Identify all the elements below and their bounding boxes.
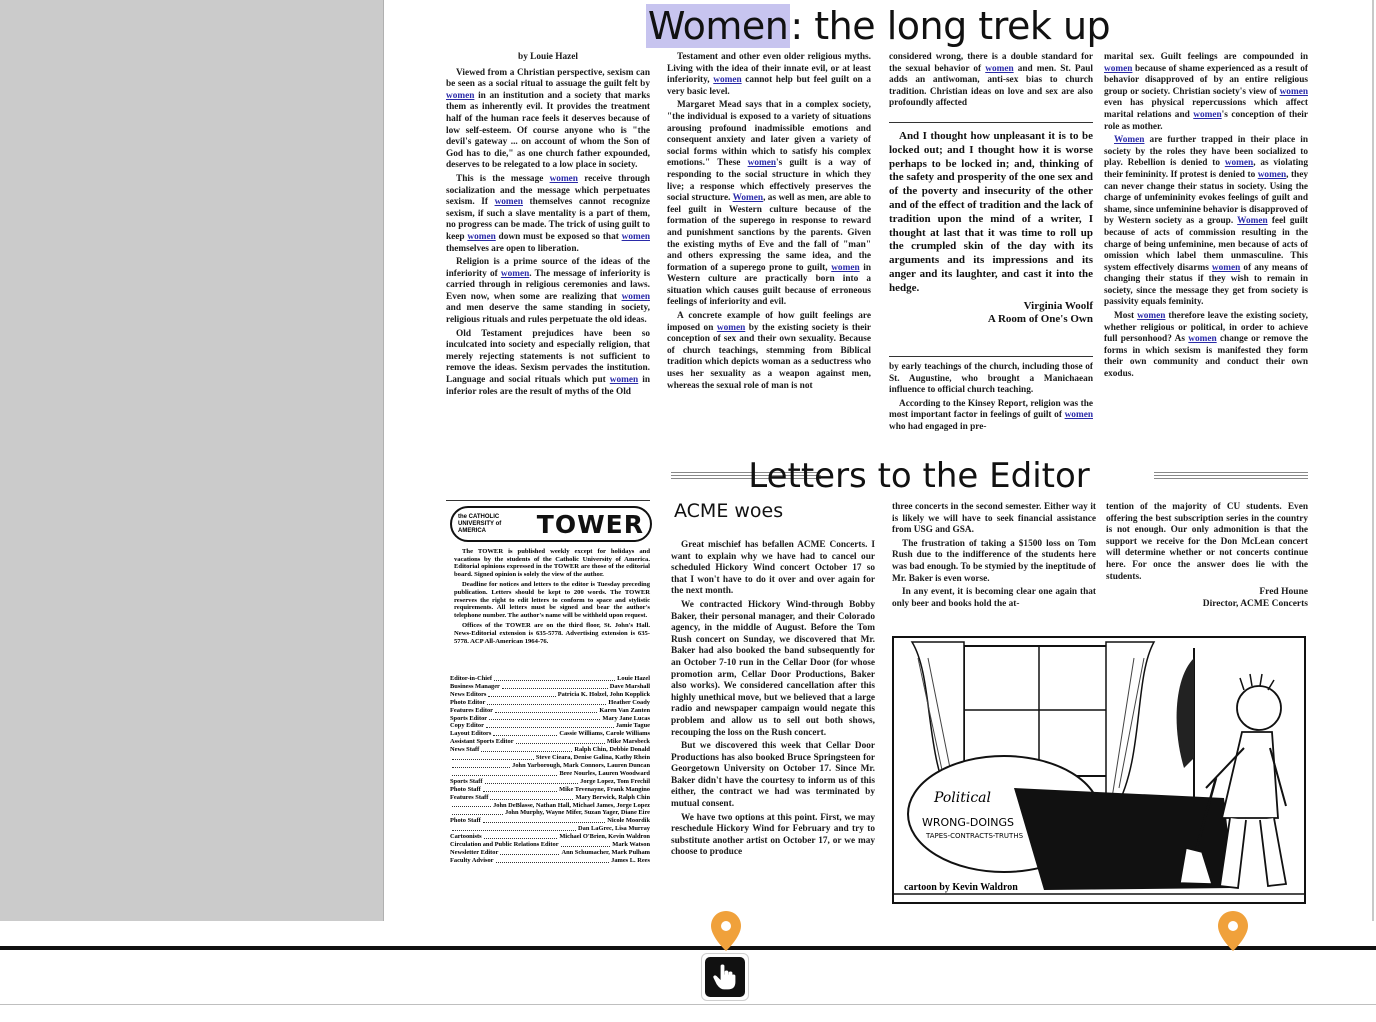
staff-row — [450, 833, 650, 841]
quote-divider-bottom — [889, 356, 1093, 357]
hand-pointer-icon — [705, 957, 745, 997]
page-timeline-bar — [0, 921, 1376, 1022]
article-column-2 — [667, 52, 871, 448]
article-column-4 — [1104, 52, 1308, 448]
location-pin-icon[interactable] — [1216, 909, 1250, 953]
staff-row — [450, 778, 650, 786]
leader-dots — [485, 778, 579, 784]
staff-row — [450, 715, 650, 723]
staff-role: Newsletter Editor — [450, 848, 499, 856]
search-highlight[interactable]: Women — [647, 4, 789, 48]
cartoon-caption: cartoon by Kevin Waldron — [904, 882, 1018, 893]
staff-row — [450, 786, 650, 794]
letter-signer: Fred Houne — [1259, 587, 1308, 598]
policy-paragraph: Offices of the TOWER are on the third floor, St. John's Hall. News-Editorial extension is 635-5778. Advertising extension is 635-5778. ACP All-American 1964-76. — [454, 622, 650, 645]
staff-name: Cassie Williams, Carole Williams — [559, 730, 650, 738]
search-hit[interactable]: women — [1257, 169, 1287, 180]
leader-dots — [490, 794, 573, 800]
staff-name: Louie Hazel — [617, 675, 650, 682]
search-hit[interactable]: women — [831, 262, 860, 273]
letter-column-2 — [892, 502, 1096, 626]
leader-dots — [495, 707, 597, 713]
article-paragraph: Old Testament prejudices have been so inculcated into society and especially religion, that merely rejecting statements is not sufficient to remove the ideas. Sexism pervades the institution. Language and social rituals which put women in inferior roles are the result of myths of the Old — [446, 328, 650, 397]
staff-name: Patricia K. Holzel, John Kopplick — [557, 690, 650, 698]
article-paragraph: Women are further trapped in their place in society by the roles they have been socialized to play. Rebellion is denied to women, as violating their femininity. If protest is denied to women, they can never change their status in society. Using the charge of unfemininity evokes feelings of guilt and shame, since unfeminine behavior is disapproved of by Western society as a group. Women feel guilt because of acts of commission resulting in the charge of being unfeminine, men because of acts of omission which label them unmasculine. This system effectively disarms women of any means of changing their status if they wish to remain in society, since the message they get from society is passivity equals feminity. — [1104, 135, 1308, 308]
document-page[interactable] — [384, 0, 1374, 921]
staff-row — [450, 857, 650, 865]
policy-paragraph: Deadline for notices and letters to the editor is Tuesday preceding publication. Letters should be kept to 200 words. The TOWER reserves the right to edit letters to conform to space and stylistic requirements. All letters must be signed and bear the author's telephone number. The author's name will be withheld upon request. — [454, 581, 650, 619]
leader-dots — [496, 857, 610, 863]
leader-dots — [487, 699, 606, 705]
staff-name: Mark Watson — [612, 841, 650, 849]
leader-dots — [481, 746, 572, 752]
letter-signer-title: Director, ACME Concerts — [1202, 598, 1308, 609]
staff-role: Features Editor — [450, 706, 494, 714]
rock-text-political: Political — [934, 790, 992, 806]
staff-role: Cartoonists — [450, 833, 482, 841]
leader-dots — [452, 762, 510, 768]
masthead-policy — [454, 548, 650, 648]
letter-headline: ACME woes — [674, 500, 784, 522]
rock-text-wrongdoings: WRONG-DOINGS — [922, 816, 1015, 829]
article-paragraph: by early teachings of the church, including those of St. Augustine, who brought a Manichaean influence to official church teaching. — [889, 362, 1093, 396]
search-hit[interactable]: women — [609, 375, 639, 386]
staff-name: Bree Nourles, Lauren Woodward — [559, 769, 650, 777]
article-paragraph: Religion is a prime source of the ideas of the inferiority of women. The message of inferiority is carried through in religious ceremonies and laws. Even now, when some are realizing that women and men deserve the same standing in society, religious rituals and rules perpetuate the old ideas. — [446, 257, 650, 326]
staff-role: Photo Staff — [450, 817, 481, 825]
leader-dots — [500, 849, 559, 855]
search-hit[interactable]: women — [467, 231, 496, 242]
leader-dots — [452, 825, 576, 831]
search-hit[interactable]: women — [494, 197, 523, 208]
staff-row — [450, 683, 650, 691]
staff-row — [450, 817, 650, 825]
staff-row — [450, 770, 650, 778]
search-hit[interactable]: women — [621, 291, 650, 302]
leader-dots — [494, 675, 615, 681]
leader-dots — [452, 770, 557, 776]
search-hit[interactable]: women — [747, 158, 777, 169]
staff-name: Heather Coady — [608, 698, 650, 706]
location-pin-icon[interactable] — [709, 909, 743, 953]
letter-paragraph: But we discovered this week that Cellar Door Productions has also booked Bruce Springsteen for Georgetown University on October 17. Since Mr. Baker didn't have the courtesy to inform us of this either, the contract we had was terminated by mutual consent. — [671, 741, 875, 810]
search-hit[interactable]: Women — [1237, 216, 1268, 227]
letter-column-1 — [671, 540, 875, 908]
staff-row — [450, 762, 650, 770]
pull-quote — [889, 130, 1093, 348]
staff-name: John Murphy, Wayne Mifer, Suzan Yager, Diane Eire — [505, 809, 650, 817]
policy-paragraph: The TOWER is published weekly except for holidays and vacations by the students of the Catholic University of America. Editorial opinions expressed in the TOWER are those of the editorial board. Signed opinion is solely the view of the author. — [454, 548, 650, 578]
staff-role: Copy Editor — [450, 722, 484, 730]
search-hit[interactable]: women — [713, 75, 742, 86]
search-hit[interactable]: women — [1224, 158, 1254, 169]
staff-row — [450, 754, 650, 762]
search-hit[interactable]: women — [1137, 311, 1166, 322]
letter-paragraph: We have two options at this point. First, we may reschedule Hickory Wind for February and try to substitute another artist on October 17, or we may choose to produce — [671, 812, 875, 858]
staff-role: Business Manager — [450, 682, 500, 690]
staff-row — [450, 825, 650, 833]
leader-dots — [483, 817, 606, 823]
article-byline: by Louie Hazel — [518, 52, 578, 62]
staff-row — [450, 675, 650, 683]
article-column-3-top — [889, 52, 1093, 114]
masthead-university: the CATHOLIC UNIVERSITY of AMERICA — [458, 513, 502, 534]
staff-row — [450, 841, 650, 849]
search-hit[interactable]: women — [1104, 63, 1133, 74]
staff-row — [450, 849, 650, 857]
headline-rest: : the long trek up — [790, 4, 1111, 48]
timeline-track[interactable] — [0, 946, 1376, 950]
staff-name: Jorge Lopez, Tom Frechil — [580, 777, 650, 785]
article-paragraph: Testament and other even older religious myths. Living with the idea of their innate evil, or at least inferiority, women cannot help but feel guilt on a very basic level. — [667, 52, 871, 97]
leader-dots — [452, 802, 491, 808]
staff-name: Dan LaGrec, Lisa Murray — [578, 825, 650, 833]
leader-dots — [502, 683, 608, 689]
letter-paragraph: The frustration of taking a $1500 loss on Tom Rush due to the indifference of the students here was bad enough. To be stymied by the ineptitude of Mr. Baker is even worse. — [892, 538, 1096, 584]
staff-name: Mike Marsbeck — [606, 738, 650, 746]
staff-role: News Editors — [450, 690, 487, 698]
search-hit[interactable]: women — [1193, 109, 1222, 120]
sidebar-panel — [0, 0, 384, 921]
quote-text: And I thought how unpleasant it is to be locked out; and I thought how it is worse perhaps to be locked in; and, thinking of the safety and prosperity of the one sex and of the poverty and insecurity of the other and of the effect of tradition and the lack of tradition upon the mind of a writer, I thought at last that it was time to roll up the crumpled skin of the day with its arguments and its impressions and its anger and its laughter, and cast it into the hedge. — [889, 130, 1093, 294]
staff-role: News Staff — [450, 746, 480, 754]
staff-row — [450, 738, 650, 746]
staff-name: Nicole Moordik — [607, 817, 650, 825]
search-hit[interactable]: women — [500, 268, 530, 279]
quote-divider-top — [889, 122, 1093, 123]
staff-row — [450, 802, 650, 810]
leader-dots — [486, 722, 614, 728]
quote-source: A Room of One's Own — [987, 313, 1093, 326]
staff-role: Assistant Sports Editor — [450, 738, 514, 746]
cartoon-drawing — [894, 638, 1304, 902]
staff-name: John Yarborough, Mark Connors, Lauren Duncan — [512, 761, 650, 769]
staff-name: James L. Rees — [611, 856, 650, 864]
staff-name: Steve Cieara, Denise Galina, Kathy Rhein — [535, 754, 650, 762]
leader-dots — [452, 754, 534, 760]
article-paragraph: This is the message women receive through socialization and the message which perpetuates sexism. If women themselves cannot recognize sexism, if such a slave mentality is a part of them, no progress can be made. The trick of using guilt to keep women down must be exposed so that women themselves are open to liberation. — [446, 173, 650, 254]
staff-name: Dave Marshall — [609, 682, 650, 690]
column-divider — [446, 500, 650, 501]
staff-role: Circulation and Public Relations Editor — [450, 841, 559, 849]
article-paragraph: Viewed from a Christian perspective, sexism can be seen as a social ritual to assuage the guilt felt by women in an institution and a society that marks them as inherently evil. It provides the treatment half of the human race feels it deserves because of low self-esteem. Of course anyone who is "the devil's gateway ... on account of whom the Son of God has to die," as one church father expounded, deserves to be relegated to a low place in society. — [446, 67, 650, 171]
letter-paragraph: We contracted Hickory Wind-through Bobby Baker, their personal manager, and their Colorado agency, in the middle of August. Before the Tom Rush concert on Sunday, we discovered that Mr. Baker had also booked the band subsequently for an October 7-10 run in the Cellar Door (for whose promotion arm, Cellar Door Productions, Baker also works). We considered cancellation after this highly unethical move, but we believed that a large radio and newspaper campaign would negate this problem and allow us to sell out both shows, recouping the loss on the Rush concert. — [671, 599, 875, 738]
staff-row — [450, 722, 650, 730]
article-paragraph: According to the Kinsey Report, religion was the most important factor in feelings of guilt of women who had engaged in pre- — [889, 398, 1093, 432]
masthead-title: TOWER — [536, 509, 644, 539]
article-column-1 — [446, 52, 650, 496]
title-rule-right — [1154, 470, 1308, 479]
leader-dots — [484, 833, 558, 839]
staff-list — [450, 675, 650, 865]
staff-role: Layout Editors — [450, 730, 492, 738]
tower-masthead — [450, 506, 652, 542]
search-hit[interactable]: women — [716, 322, 746, 333]
hand-tool-button[interactable] — [701, 953, 749, 1001]
staff-role: Features Staff — [450, 793, 489, 801]
article-paragraph: Margaret Mead says that in a complex society, "the individual is exposed to a variety of situations arousing profound inadmissible emotions and consequent anxiety and later given a variety of social forms within which to satisfy his complex emotions." These women's guilt is a way of responding to the social structure in which they live; a response which effectively preserves the social structure. Women, as well as men, are able to feel guilt in Western culture because of the formation of the superego in response to reward and punishment sanctions by the parents. Given the existing myths of Eve and the fall of "man" and others expressing the same idea, and the formation of a superego prone to guilt, women in Western culture are practically born into a situation which causes guilt because of erroneous feelings of inferiority and evil. — [667, 100, 871, 308]
staff-row — [450, 809, 650, 817]
search-hit[interactable]: Women — [1114, 135, 1145, 146]
article-paragraph: Most women therefore leave the existing society, whether religious or political, in order to achieve full personhood? As women change or remove the forms in which sexism is manifested they form their own community and conduct their own exodus. — [1104, 311, 1308, 380]
staff-name: Jamie Tague — [615, 722, 650, 730]
article-paragraph: A concrete example of how guilt feelings are imposed on women by the existing society is their conception of sex and their own sexuality. Because of church teachings, stemming from Biblical tradition which depicts woman as a seductress who uses her sexuality as a weapon against men, whereas the sexual role of man is not — [667, 311, 871, 391]
staff-role: Faculty Advisor — [450, 856, 494, 864]
staff-name: Michael O'Brien, Kevin Waldron — [559, 833, 650, 841]
staff-row — [450, 730, 650, 738]
rock-text-tapes: TAPES-CONTRACTS-TRUTHS — [926, 832, 1024, 840]
leader-dots — [561, 841, 611, 847]
letters-title: Letters to the Editor — [748, 456, 1090, 496]
staff-role: Editor-in-Chief — [450, 675, 493, 682]
staff-row — [450, 691, 650, 699]
staff-role: Sports Staff — [450, 777, 483, 785]
search-hit[interactable]: women — [1064, 410, 1093, 421]
leader-dots — [488, 691, 555, 697]
staff-name: Mary Berwick, Ralph Chin — [575, 793, 650, 801]
editorial-cartoon — [892, 636, 1306, 904]
search-hit[interactable]: women — [549, 173, 578, 184]
staff-name: John DeBlasse, Nathan Hall, Michael James, Jorge Lopez — [493, 801, 650, 809]
letter-paragraph: tention of the majority of CU students. Even offering the best subscription series in the country is not enough. Our only admonition is that the support we receive for the Don McLean concert will determine whether or not concerts continue here. For once the answer does lie with the students. — [1106, 502, 1308, 582]
search-hit[interactable]: women — [1279, 86, 1308, 97]
staff-role: Sports Editor — [450, 714, 488, 722]
search-hit[interactable]: women — [1188, 334, 1217, 345]
staff-name: Karen Van Zanten — [599, 706, 650, 714]
article-paragraph: considered wrong, there is a double standard for the sexual behavior of women and men. St. Paul adds an antiwoman, anti-sex bias to church tradition. Christian ideas on love and sex are also profoundly affected — [889, 52, 1093, 109]
staff-name: Mary Jane Lucas — [602, 714, 650, 722]
letter-paragraph: Great mischief has befallen ACME Concerts. I want to explain why we have had to cancel our scheduled Hickory Wind concert October 17 so that I won't have to do it over and over again for the next month. — [671, 540, 875, 597]
staff-name: Mike Tevenayne, Frank Mangino — [559, 785, 650, 793]
article-column-3-bottom — [889, 362, 1093, 448]
staff-name: Ann Schumacher, Mark Pulham — [561, 848, 650, 856]
staff-name: Ralph Chin, Debbie Donald — [574, 746, 650, 754]
article-paragraph: marital sex. Guilt feelings are compounded in women because of shame experienced as a result of behavior disapproved of by an entire religious group or society. Christian society's view of women even has physical repercussions which affect marital relations and women's conception of their role as mother. — [1104, 52, 1308, 132]
bottom-divider — [0, 1004, 1376, 1005]
leader-dots — [493, 730, 557, 736]
staff-row — [450, 746, 650, 754]
staff-row — [450, 794, 650, 802]
staff-role: Photo Editor — [450, 698, 486, 706]
leader-dots — [489, 715, 600, 721]
letter-paragraph: three concerts in the second semester. Either way it is likely we will have to seek financial assistance from USG and GSA. — [892, 502, 1096, 536]
staff-role: Photo Staff — [450, 785, 481, 793]
leader-dots — [516, 738, 605, 744]
article-headline — [384, 4, 1372, 48]
leader-dots — [483, 786, 557, 792]
search-hit[interactable]: women — [446, 90, 475, 101]
letter-column-3 — [1106, 502, 1308, 626]
search-hit[interactable]: women — [621, 231, 650, 242]
quote-author: Virginia Woolf — [1023, 299, 1093, 312]
search-hit[interactable]: women — [985, 63, 1014, 74]
staff-row — [450, 707, 650, 715]
letter-paragraph: In any event, it is becoming clear one again that only beer and books hold the at- — [892, 587, 1096, 609]
search-hit[interactable]: women — [1211, 262, 1241, 273]
leader-dots — [452, 809, 503, 815]
search-hit[interactable]: Women — [732, 193, 764, 204]
staff-row — [450, 699, 650, 707]
